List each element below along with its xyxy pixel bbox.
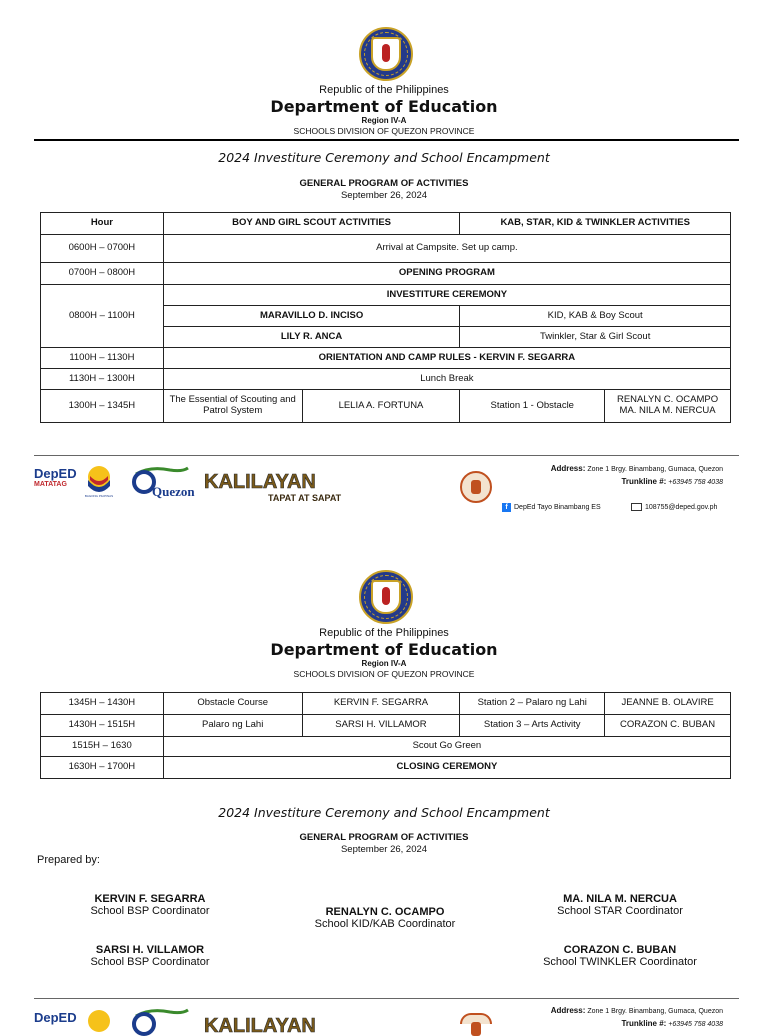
- republic-text: Republic of the Philippines: [319, 84, 449, 96]
- school-seal-icon: [460, 1013, 492, 1024]
- table-header-row: [41, 213, 731, 235]
- signatory-role: School STAR Coordinator: [557, 905, 683, 917]
- col-boy-girl: BOY AND GIRL SCOUT ACTIVITIES: [163, 213, 460, 235]
- department-title: Department of Education: [270, 97, 498, 116]
- person-cell: LILY R. ANCA: [163, 327, 460, 348]
- email-text: 108755@deped.gov.ph: [645, 503, 718, 511]
- program-date: September 26, 2024: [340, 190, 428, 201]
- table-row: [41, 348, 731, 369]
- address-label: Address:: [550, 464, 586, 473]
- hour-cell: 0700H – 0800H: [41, 263, 164, 285]
- table-row: [41, 369, 731, 390]
- trunkline-text: +63945 758 4038: [668, 478, 723, 486]
- division-text: SCHOOLS DIVISION OF QUEZON PROVINCE: [293, 669, 475, 679]
- hour-cell: 0600H – 0700H: [41, 235, 164, 263]
- bagong-text: BAGONG PILIPINAS: [84, 494, 114, 498]
- person-cell: MARAVILLO D. INCISO: [163, 306, 460, 327]
- col-kab: KAB, STAR, KID & TWINKLER ACTIVITIES: [460, 213, 731, 235]
- region-text: Region IV-A: [361, 659, 407, 668]
- person-cell: SARSI H. VILLAMOR: [302, 715, 460, 737]
- hour-cell: 1300H – 1345H: [41, 390, 164, 423]
- quezon-logo: [130, 1008, 192, 1024]
- signatory-block: [285, 906, 485, 930]
- kalilayan-text: KALILAYAN: [204, 1015, 316, 1036]
- signatory-role: School BSP Coordinator: [90, 956, 210, 968]
- event-title: 2024 Investiture Ceremony and School Encampment: [218, 805, 550, 820]
- table-row: [41, 263, 731, 285]
- facebook-text: DepEd Tayo Binambang ES: [514, 504, 601, 511]
- deped-seal-icon: [359, 27, 413, 81]
- activity-cell: OPENING PROGRAM: [163, 263, 730, 285]
- col-hour: Hour: [41, 213, 164, 235]
- hour-cell: 1430H – 1515H: [41, 715, 164, 737]
- trunkline-label: Trunkline #:: [621, 476, 667, 486]
- republic-text: Republic of the Philippines: [319, 627, 449, 639]
- activity-cell: Lunch Break: [163, 369, 730, 390]
- person-cell: KERVIN F. SEGARRA: [302, 693, 460, 715]
- activity-cell: Arrival at Campsite. Set up camp.: [163, 235, 730, 263]
- person-line: MA. NILA M. NERCUA: [619, 405, 716, 416]
- bagong-pilipinas-logo: [82, 1008, 116, 1024]
- program-date: September 26, 2024: [340, 844, 428, 855]
- kalilayan-text: KALILAYAN: [204, 471, 316, 493]
- signatory-block: [50, 944, 250, 968]
- person-cell: JEANNE B. OLAVIRE: [605, 693, 731, 715]
- table-row: [41, 757, 731, 779]
- activity-cell: The Essential of Scouting and Patrol System: [163, 390, 302, 423]
- department-title: Department of Education: [270, 640, 498, 659]
- activity-cell: CLOSING CEREMONY: [163, 757, 730, 779]
- deped-logo-text: DepED: [34, 466, 77, 481]
- table-row: [41, 715, 731, 737]
- table-row: [41, 737, 731, 757]
- station-cell: Station 2 – Palaro ng Lahi: [460, 693, 605, 715]
- hour-cell: 1630H – 1700H: [41, 757, 164, 779]
- hour-cell: 1100H – 1130H: [41, 348, 164, 369]
- facebook-icon: f: [502, 503, 511, 512]
- address-block: [551, 1005, 723, 1030]
- signatory-name: SARSI H. VILLAMOR: [95, 944, 205, 956]
- signatory-role: School BSP Coordinator: [90, 905, 210, 917]
- trunkline-text: +63945 758 4038: [668, 1020, 723, 1028]
- hour-cell: 1515H – 1630: [41, 737, 164, 757]
- signatory-role: School TWINKLER Coordinator: [543, 956, 697, 968]
- signatory-role: School KID/KAB Coordinator: [314, 918, 456, 930]
- tapat-text: TAPAT AT SAPAT: [268, 493, 342, 503]
- table-row: [41, 285, 731, 306]
- table-row: [41, 235, 731, 263]
- header-divider: [34, 139, 739, 141]
- schedule-table-2: [40, 692, 731, 779]
- deped-logo: [34, 1010, 77, 1025]
- person-line: RENALYN C. OCAMPO: [616, 394, 719, 406]
- address-label: Address:: [550, 1006, 586, 1015]
- address-block: [551, 463, 723, 488]
- signatory-name: CORAZON C. BUBAN: [563, 944, 677, 956]
- signatory-block: [50, 893, 250, 917]
- program-title: GENERAL PROGRAM OF ACTIVITIES: [299, 178, 469, 189]
- station-cell: Station 1 - Obstacle: [460, 390, 605, 423]
- group-cell: KID, KAB & Boy Scout: [460, 306, 731, 327]
- activity-cell: Obstacle Course: [163, 693, 302, 715]
- kalilayan-logo: [204, 468, 346, 504]
- person-cell: [605, 390, 731, 423]
- kalilayan-logo: [204, 1012, 346, 1036]
- deped-seal-icon: [359, 570, 413, 624]
- prepared-by-label: Prepared by:: [37, 854, 100, 866]
- email-link[interactable]: [631, 503, 717, 511]
- division-text: SCHOOLS DIVISION OF QUEZON PROVINCE: [293, 126, 475, 136]
- matatag-text: MATATAG: [34, 481, 67, 488]
- person-cell: LELIA A. FORTUNA: [302, 390, 460, 423]
- signatory-name: MA. NILA M. NERCUA: [563, 893, 677, 905]
- program-title: GENERAL PROGRAM OF ACTIVITIES: [299, 832, 469, 843]
- address-text: Zone 1 Brgy. Binambang, Gumaca, Quezon: [587, 466, 723, 473]
- quezon-text: Quezon: [152, 484, 195, 499]
- table-row: [41, 693, 731, 715]
- schedule-table-1: [40, 212, 731, 423]
- footer-divider: [34, 455, 739, 456]
- footer-divider: [34, 998, 739, 999]
- signatory-block: [520, 944, 720, 968]
- activity-cell: Scout Go Green: [163, 737, 730, 757]
- signatory-name: KERVIN F. SEGARRA: [94, 893, 206, 905]
- deped-logo: [34, 466, 77, 488]
- deped-logo-text: DepED: [34, 1010, 77, 1025]
- trunkline-label: Trunkline #:: [621, 1018, 667, 1028]
- event-title: 2024 Investiture Ceremony and School Encampment: [218, 150, 550, 165]
- activity-cell: Palaro ng Lahi: [163, 715, 302, 737]
- address-text: Zone 1 Brgy. Binambang, Gumaca, Quezon: [587, 1008, 723, 1015]
- hour-cell: 1345H – 1430H: [41, 693, 164, 715]
- person-cell: CORAZON C. BUBAN: [605, 715, 731, 737]
- activity-cell: INVESTITURE CEREMONY: [163, 285, 730, 306]
- hour-cell: 0800H – 1100H: [41, 285, 164, 348]
- region-text: Region IV-A: [361, 116, 407, 125]
- signatory-name: RENALYN C. OCAMPO: [325, 906, 445, 918]
- quezon-logo: [130, 466, 195, 502]
- table-row: [41, 390, 731, 423]
- hour-cell: 1130H – 1300H: [41, 369, 164, 390]
- facebook-link[interactable]: [502, 503, 601, 512]
- signatory-block: [520, 893, 720, 917]
- school-seal-icon: [460, 471, 492, 503]
- envelope-icon: [631, 503, 642, 511]
- group-cell: Twinkler, Star & Girl Scout: [460, 327, 731, 348]
- bagong-pilipinas-logo: [82, 464, 116, 498]
- activity-cell: ORIENTATION AND CAMP RULES - KERVIN F. SEGARRA: [163, 348, 730, 369]
- station-cell: Station 3 – Arts Activity: [460, 715, 605, 737]
